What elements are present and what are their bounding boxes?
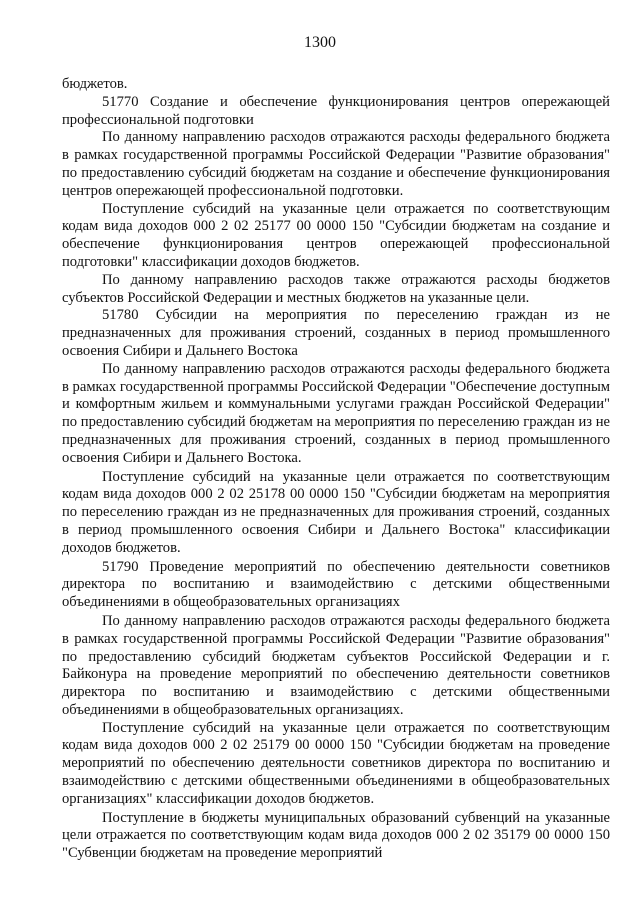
paragraph: По данному направлению расходов отражаются расходы федерального бюджета в рамках государственной программы Российской Федерации "Развитие образования" по предоставлению субсидий бюджетам субъектов Российской Федерации и г. Байконура на проведение мероприятий по обеспечению деятельности советников директора по воспитанию и взаимодействию с детскими общественными объединениями в общеобразовательных организациях.	[62, 612, 610, 718]
page-number: 1300	[304, 34, 336, 51]
section-heading-51790: 51790 Проведение мероприятий по обеспечению деятельности советников директора по воспитанию и взаимодействию с детскими общественными объединениями в общеобразовательных организациях	[62, 558, 610, 611]
paragraph: Поступление в бюджеты муниципальных образований субвенций на указанные цели отражается по соответствующим кодам вида доходов 000 2 02 35179 00 0000 150 "Субвенции бюджетам на проведение мероприятий	[62, 809, 610, 862]
paragraph: Поступление субсидий на указанные цели отражается по соответствующим кодам вида доходов 000 2 02 25177 00 0000 150 "Субсидии бюджетам на создание и обеспечение функционирования центров опережающей профессиональной подготовки" классификации доходов бюджетов.	[62, 200, 610, 270]
section-heading-51780: 51780 Субсидии на мероприятия по переселению граждан из не предназначенных для проживания строений, созданных в период промышленного освоения Сибири и Дальнего Востока	[62, 307, 610, 359]
paragraph: Поступление субсидий на указанные цели отражается по соответствующим кодам вида доходов 000 2 02 25178 00 0000 150 "Субсидии бюджетам на мероприятия по переселению граждан из не предназначенных для проживания строений, созданных в период промышленного освоения Сибири и Дальнего Востока" классификации доходов бюджетов.	[62, 468, 610, 556]
paragraph: По данному направлению расходов также отражаются расходы бюджетов субъектов Российской Федерации и местных бюджетов на указанные цели.	[62, 271, 610, 306]
paragraph: По данному направлению расходов отражаются расходы федерального бюджета в рамках государственной программы Российской Федерации "Развитие образования" по предоставлению субсидий бюджетам на создание и обеспечение функционирования центров опережающей профессиональной подготовки.	[62, 129, 610, 199]
body-text	[62, 76, 610, 863]
paragraph: По данному направлению расходов отражаются расходы федерального бюджета в рамках государственной программы Российской Федерации "Обеспечение доступным и комфортным жильем и коммунальными услугами граждан Российской Федерации" по предоставлению субсидий бюджетам на мероприятия по переселению граждан из не предназначенных для проживания строений, созданных в период промышленного освоения Сибири и Дальнего Востока.	[62, 360, 610, 466]
section-heading-51770: 51770 Создание и обеспечение функционирования центров опережающей профессиональной подготовки	[62, 93, 610, 128]
paragraph-continuation: бюджетов.	[62, 76, 128, 92]
paragraph: Поступление субсидий на указанные цели отражается по соответствующим кодам вида доходов 000 2 02 25179 00 0000 150 "Субсидии бюджетам на проведение мероприятий по обеспечению деятельности советников директора по воспитанию и взаимодействию с детскими общественными объединениями в общеобразовательных организациях" классификации доходов бюджетов.	[62, 719, 610, 807]
